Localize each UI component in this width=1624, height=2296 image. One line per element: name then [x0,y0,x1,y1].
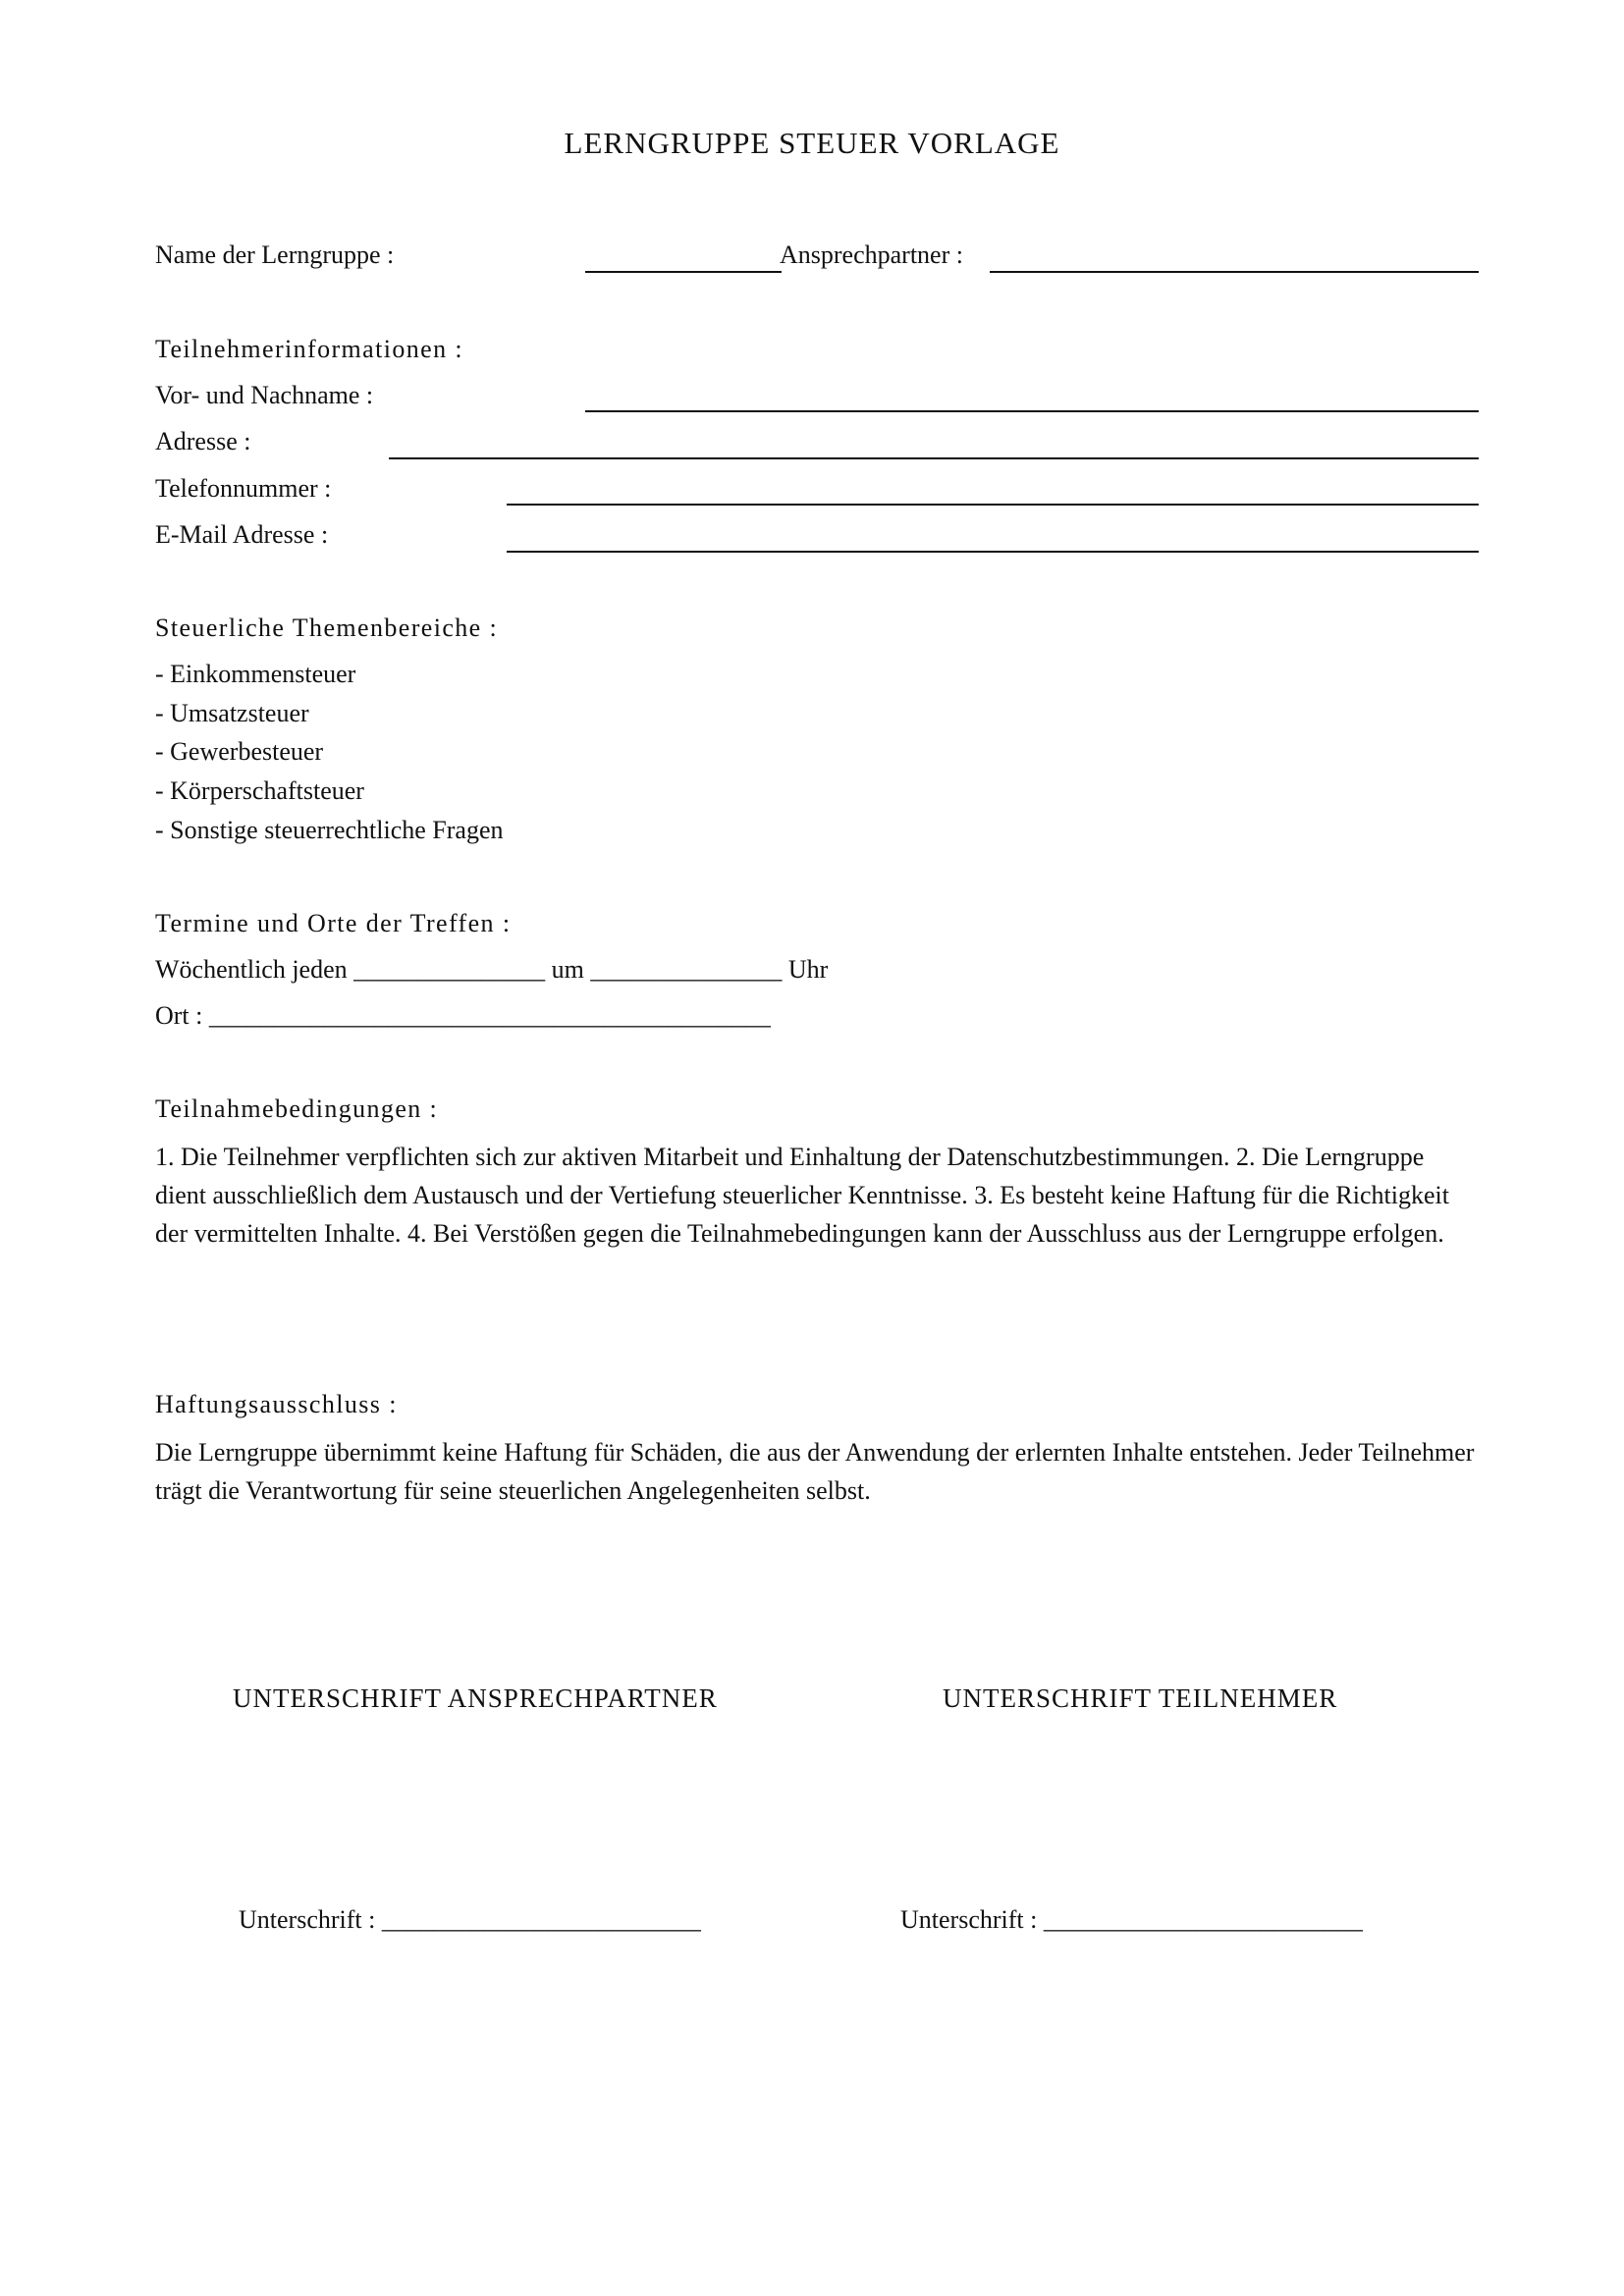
contact-signature-line[interactable]: Unterschrift : _________________________ [239,1905,701,1934]
page-title: LERNGRUPPE STEUER VORLAGE [564,126,1060,160]
topic-item: - Sonstige steuerrechtliche Fragen [155,816,504,844]
topics-heading: Steuerliche Themenbereiche : [155,614,499,642]
topic-item: - Gewerbesteuer [155,737,324,766]
topic-item: - Körperschaftsteuer [155,776,364,805]
name-label: Vor- und Nachname : [155,381,374,409]
meetings-heading: Termine und Orte der Treffen : [155,909,512,937]
contact-signature-heading: UNTERSCHRIFT ANSPRECHPARTNER [233,1683,718,1713]
contact-label: Ansprechpartner : [780,240,963,269]
group-name-label: Name der Lerngruppe : [155,240,395,269]
disclaimer-text: Die Lerngruppe übernimmt keine Haftung für Schäden, die aus der Anwendung der erlernten Inhalte entstehen. Jeder Teilnehmer trägt die Verantwortung für seine steuerlichen Angelegenheiten selbst. [155,1438,1475,1505]
conditions-heading: Teilnahmebedingungen : [155,1095,439,1123]
address-field[interactable] [389,457,1479,459]
topic-item: - Umsatzsteuer [155,699,309,727]
contact-field[interactable] [990,271,1479,273]
meeting-place-line[interactable]: Ort : ____________________________________________ [155,1001,771,1030]
phone-field[interactable] [507,504,1479,506]
disclaimer-heading: Haftungsausschluss : [155,1390,398,1418]
weekly-schedule-line[interactable]: Wöchentlich jeden _______________ um _______________ Uhr [155,955,829,984]
name-field[interactable] [585,410,1479,412]
participant-signature-heading: UNTERSCHRIFT TEILNEHMER [943,1683,1338,1713]
group-name-field[interactable] [585,271,782,273]
email-label: E-Mail Adresse : [155,520,329,549]
address-label: Adresse : [155,427,251,455]
phone-label: Telefonnummer : [155,474,332,503]
participant-signature-line[interactable]: Unterschrift : _________________________ [900,1905,1363,1934]
participants-heading: Teilnehmerinformationen : [155,335,464,363]
conditions-text: 1. Die Teilnehmer verpflichten sich zur aktiven Mitarbeit und Einhaltung der Datenschutzbestimmungen. 2. Die Lerngruppe dient ausschließlich dem Austausch und der Vertiefung steuerlicher Kenntnisse. 3. Es besteht keine Haftung für die Richtigkeit der vermittelten Inhalte. 4. Bei Verstößen gegen die Teilnahmebedingungen kann der Ausschluss aus der Lerngruppe erfolgen. [155,1143,1449,1248]
email-field[interactable] [507,551,1479,553]
topic-item: - Einkommensteuer [155,660,356,688]
